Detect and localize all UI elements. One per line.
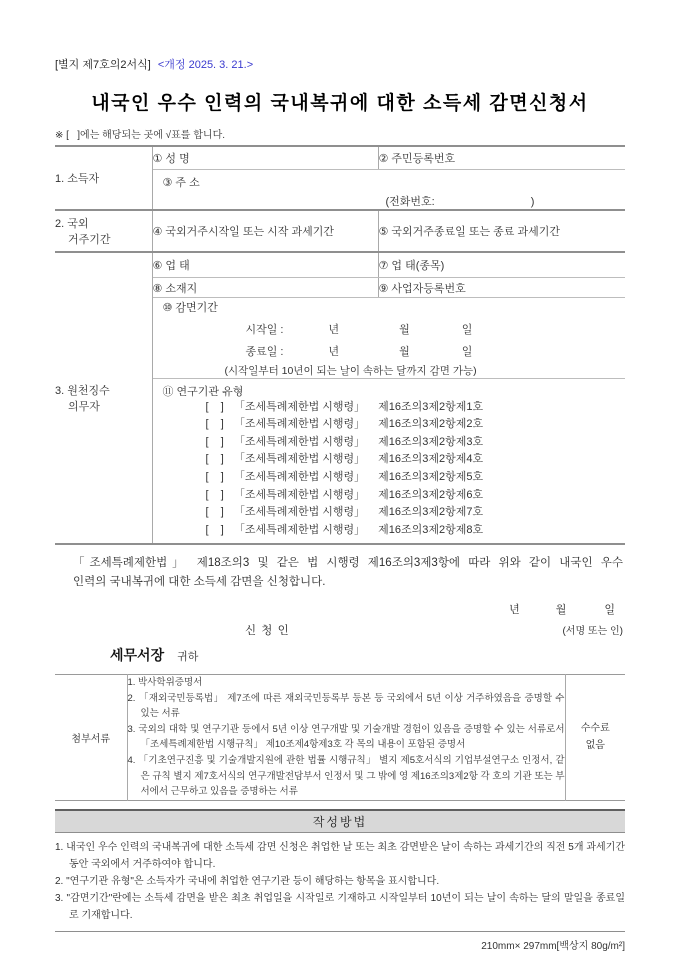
declaration-paragraph [55,554,625,592]
org-type-clause: 제16조의3제2항제2호 [378,418,484,431]
org-type-law: 「조세특례제한법 시행령」 [233,523,366,536]
field-location-cell[interactable]: ⑧ 소재지 [152,278,378,298]
revision-date: <개정 2025. 3. 21.> [157,59,254,71]
day-unit: 일 [461,345,473,358]
org-type-option-row [206,399,626,417]
org-type-clause: 제16조의3제2항제7호 [378,506,484,519]
org-type-law: 「조세특례제한법 시행령」 [233,488,366,501]
org-type-checkbox[interactable]: [ ] [205,506,224,519]
attachments-list [127,675,565,801]
year-unit: 년 [328,345,340,358]
day-unit: 일 [604,604,615,616]
exemption-end-row[interactable] [246,343,626,359]
org-type-option-row [206,451,626,469]
applicant-label: 신 청 인 [245,625,290,637]
field-exemption-period-cell[interactable] [152,298,625,379]
exemption-period-note: (시작일부터 10년이 되는 날이 속하는 달까지 감면 가능) [224,364,477,377]
field-address-label: ③ 주 소 [162,177,200,189]
phone-open: (전화번호: [385,196,435,208]
attachment-item: 2. 「재외국민등록법」 제7조에 따른 재외국민등록부 등본 등 국외에서 5년 이상 거주하였음을 증명할 수 있는 서류 [127,692,565,720]
day-unit: 일 [461,323,473,336]
org-type-checkbox[interactable]: [ ] [205,488,224,501]
section-withholding-agent-label [55,252,152,544]
instruction-item: 1. 내국인 우수 인력의 국내복귀에 대한 소득세 감면 신청은 취업한 날 또는 최초 감면받은 날이 속하는 과세기간의 직전 5개 과세기간동안 국외에서 거주하여야 합니다. [55,841,625,870]
month-unit: 월 [399,345,410,358]
instructions-title: 작성방법 [312,814,368,829]
year-unit: 년 [509,604,520,616]
org-type-law: 「조세특례제한법 시행령」 [233,506,366,519]
org-type-option-row [206,487,626,505]
attachment-item: 4. 「기초연구진흥 및 기술개발지원에 관한 법률 시행규칙」 별지 제5호서식의 기업부설연구소 인정서, 같은 규칙 별지 제7호서식의 연구개발전담부서 인정서 및 그 밖에 영 제16조의3제2항 각 호의 기관 또는 부서에서 근무하고 있음을 증명하는 서류 [127,754,565,798]
org-type-checkbox[interactable]: [ ] [205,435,224,448]
org-type-checkbox[interactable]: [ ] [205,471,224,483]
main-form-table [55,145,625,545]
org-type-clause: 제16조의3제2항제6호 [378,488,484,501]
exemption-period-label: ⑩ 감면기간 [162,301,218,314]
org-type-clause: 제16조의3제2항제4호 [378,453,484,466]
org-type-clause: 제16조의3제2항제8호 [378,523,484,536]
field-residence-start-cell[interactable]: ④ 국외거주시작일 또는 시작 과세기간 [152,210,378,252]
form-page [55,0,625,952]
start-date-label: 시작일 : [245,323,284,336]
org-type-checkbox[interactable]: [ ] [205,453,224,466]
org-type-law: 「조세특례제한법 시행령」 [233,453,366,466]
field-name-cell[interactable]: ① 성 명 [152,146,378,170]
org-type-checkbox[interactable]: [ ] [205,523,224,536]
declaration-line2: 인력의 국내복귀에 대한 소득세 감면을 신청합니다. [73,576,326,588]
attachments-table [55,674,625,801]
org-type-option-row [206,434,626,452]
org-type-law: 「조세특례제한법 시행령」 [233,400,366,413]
org-type-clause: 제16조의3제2항제3호 [378,435,484,448]
declaration-line1: 「조세특례제한법」 제18조의3 및 같은 법 시행령 제16조의3제3항에 따라 위와 같이 내국인 우수 [73,557,623,569]
page-title: 내국인 우수 인력의 국내복귀에 대한 소득세 감면신청서 [91,93,589,114]
research-org-type-label: ⑪ 연구기관 유형 [162,385,244,398]
phone-close: ) [530,196,535,208]
org-type-checkbox[interactable]: [ ] [205,400,224,413]
form-reference: [별지 제7호의2서식] [55,59,151,71]
signature-note: (서명 또는 인) [562,626,623,637]
field-business-item-cell[interactable]: ⑦ 업 태(종목) [378,252,625,278]
recipient-honorific: 귀하 [177,651,199,663]
section3-label-line2: 의무자 [68,401,100,413]
field-residence-end-cell[interactable]: ⑤ 국외거주종료일 또는 종료 과세기간 [378,210,625,252]
field-resident-number-cell[interactable]: ② 주민등록번호 [378,146,625,170]
section3-label-line1: 3. 원천징수 [55,385,110,397]
recipient-line [55,645,625,665]
section2-label-line2: 거주기간 [68,234,111,246]
year-unit: 년 [328,323,340,336]
field-business-reg-number-cell[interactable]: ⑨ 사업자등록번호 [378,278,625,298]
org-type-option-row [206,504,626,522]
org-type-checkbox[interactable]: [ ] [205,418,224,431]
application-date-line[interactable] [55,601,625,617]
org-type-law: 「조세특례제한법 시행령」 [233,418,366,431]
field-address-cell[interactable] [152,170,625,211]
applicant-line [55,622,625,638]
fee-label: 수수료 [580,723,610,735]
attachment-item: 3. 국외의 대학 및 연구기관 등에서 5년 이상 연구개발 및 기술개발 경험이 있음을 증명할 수 있는 서류로서 「조세특례제한법 시행규칙」 제10조제4항제3호 각 목의 내용이 포함된 증명서 [127,723,565,751]
org-type-law: 「조세특례제한법 시행령」 [233,435,366,448]
org-type-clause: 제16조의3제2항제5호 [378,471,484,483]
org-type-option-row [206,416,626,434]
paper-spec-footer: 210mm× 297mm[백상지 80g/m²] [481,940,625,952]
form-reference-line [55,56,625,72]
org-type-clause: 제16조의3제2항제1호 [378,400,484,413]
tax-office-head-label: 세무서장 [110,647,165,663]
month-unit: 월 [399,323,410,336]
section-overseas-residence-label [55,210,152,252]
fee-cell [565,675,625,801]
org-type-option-row [206,522,626,540]
org-type-option-row [206,469,626,487]
section-income-earner-label: 1. 소득자 [55,146,152,210]
fee-value: 없음 [585,740,605,752]
instruction-item: 2. "연구기관 유형"은 소득자가 국내에 취업한 연구기관 등이 해당하는 항목을 표시합니다. [55,875,440,887]
field-business-type-cell[interactable]: ⑥ 업 태 [152,252,378,278]
instructions-header-bar [55,809,625,833]
instructions-list [55,839,625,932]
instruction-item: 3. "감면기간"란에는 소득세 감면을 받은 최초 취업일을 시작일로 기재하고 시작일부터 10년이 되는 날이 속하는 달의 말일을 종료일로 기재합니다. [55,892,625,921]
end-date-label: 종료일 : [245,345,284,358]
org-type-law: 「조세특례제한법 시행령」 [233,471,366,483]
attachments-header: 첨부서류 [55,675,127,801]
field-research-org-type-cell [152,379,625,545]
exemption-start-row[interactable] [246,321,626,337]
attachment-item: 1. 박사학위증명서 [127,677,203,688]
phone-number-line[interactable] [153,193,626,209]
month-unit: 월 [555,604,567,616]
section2-label-line1: 2. 국외 [55,218,89,230]
check-mark-note: ※ [ ]에는 해당되는 곳에 √표를 합니다. [55,130,226,141]
